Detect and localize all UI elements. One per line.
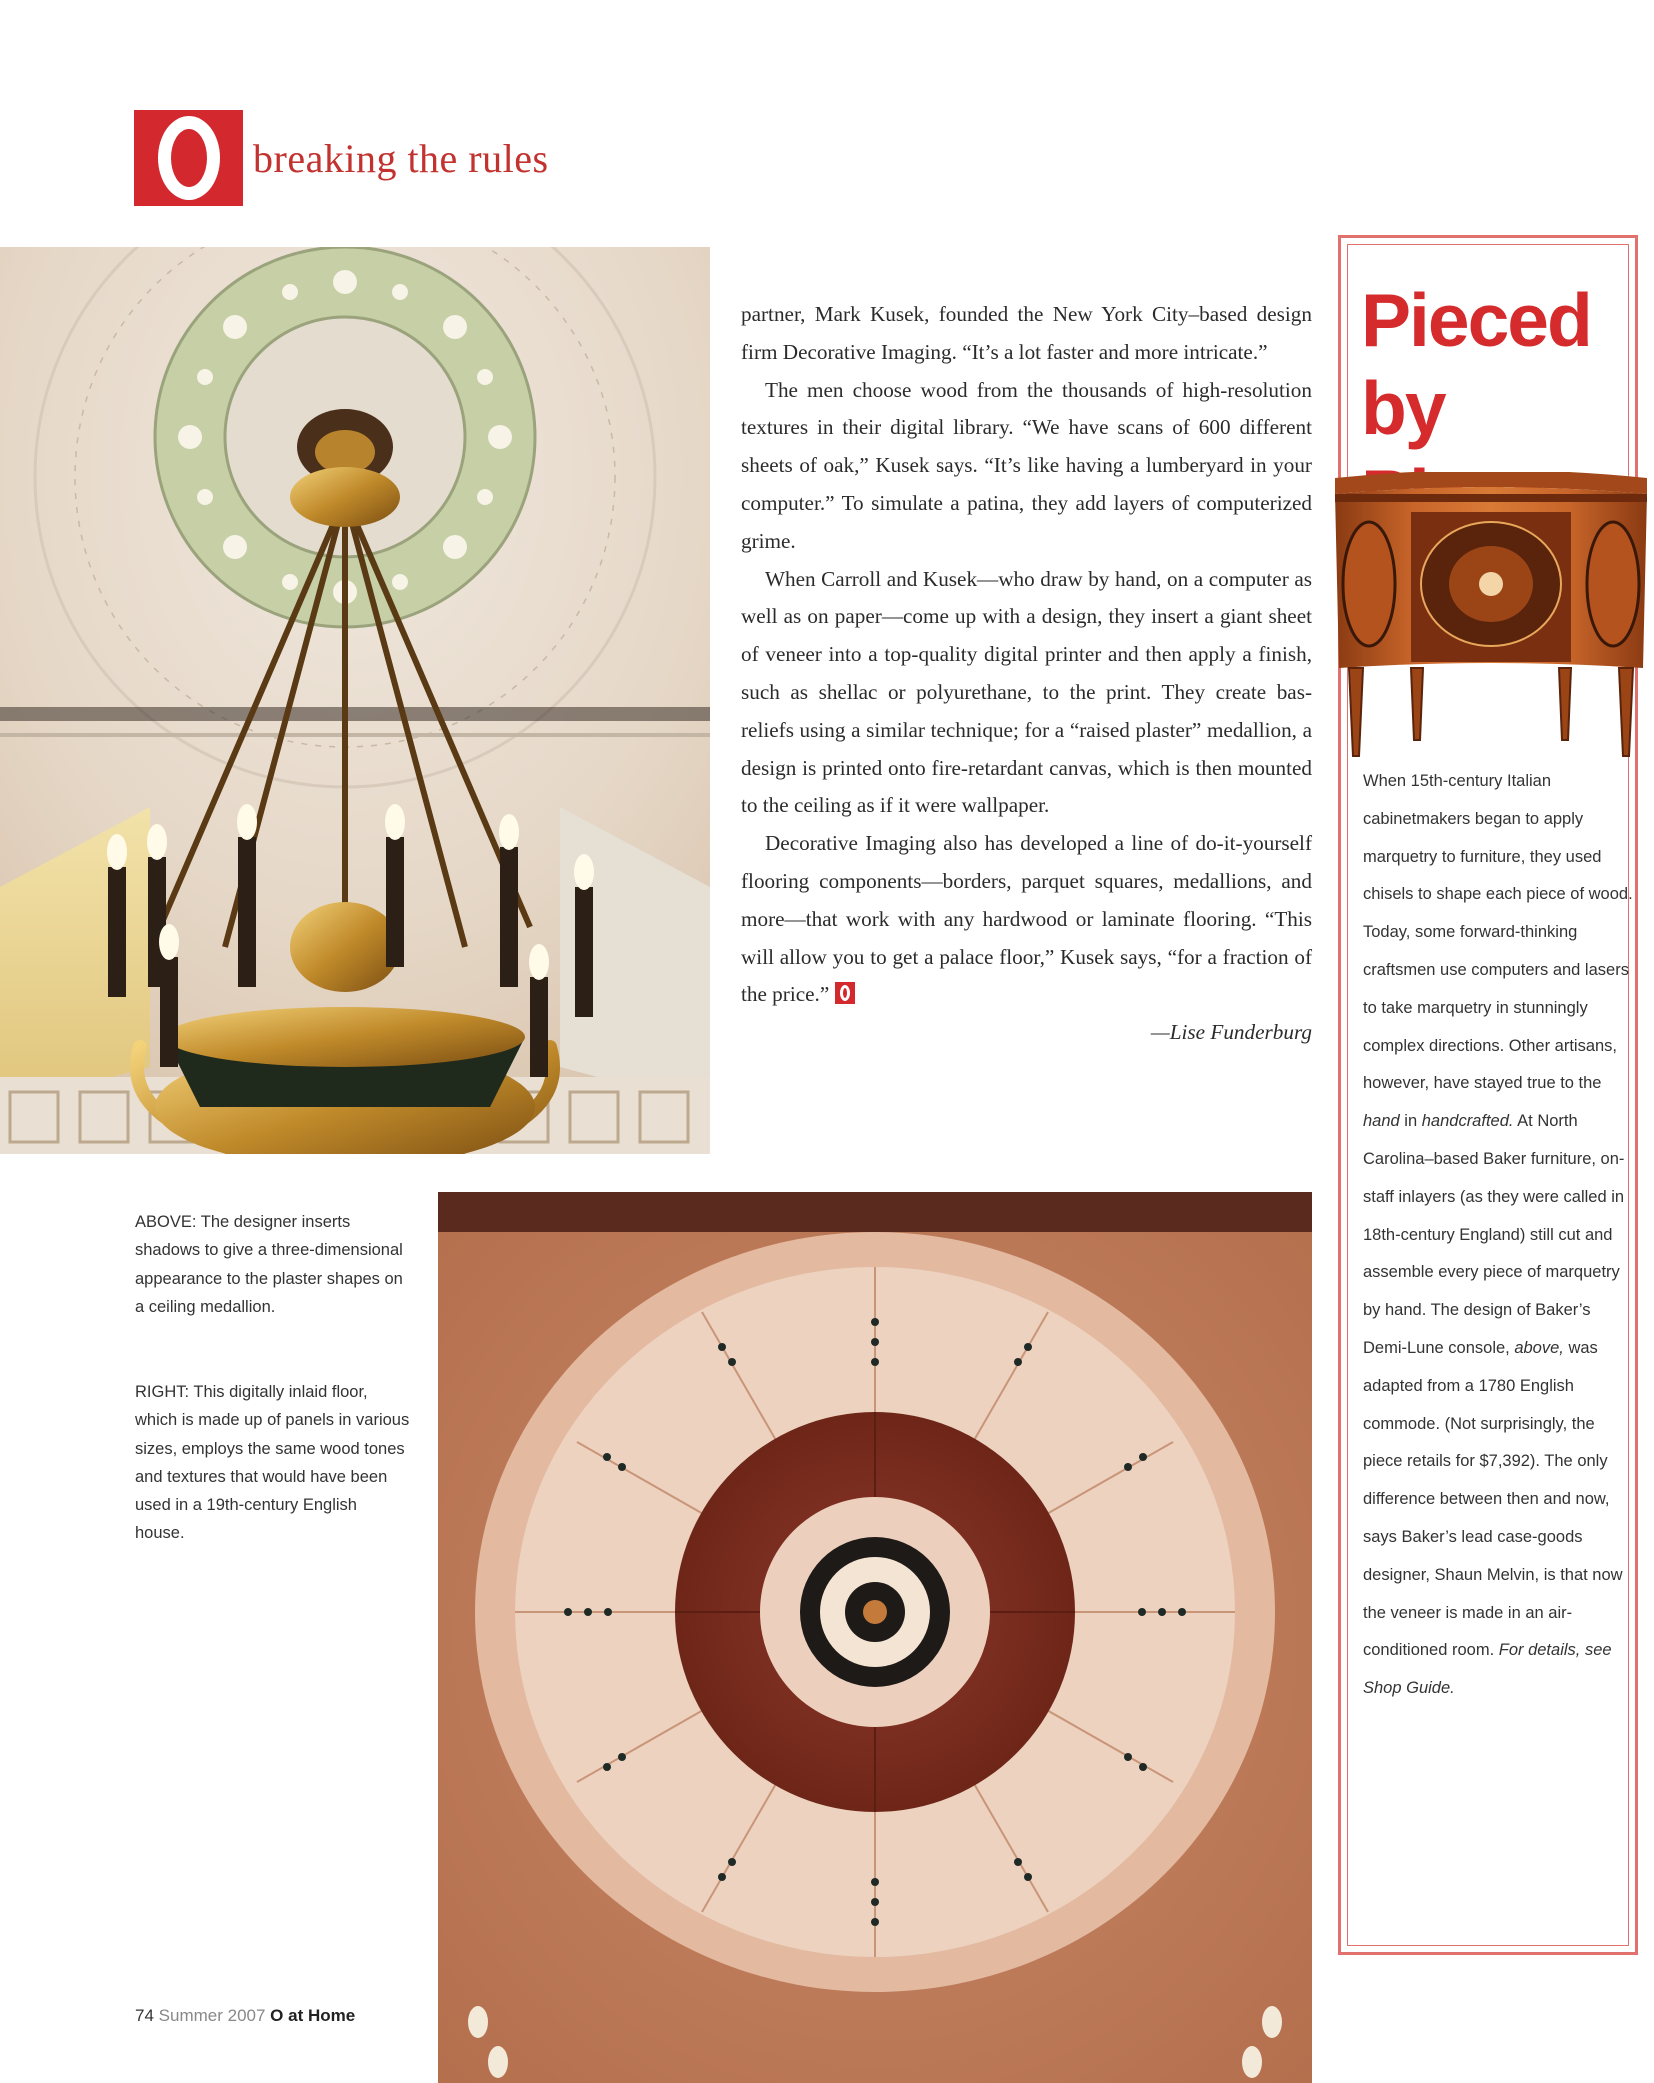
inlaid-floor-photo xyxy=(438,1192,1312,2083)
page-number: 74 xyxy=(135,2006,154,2025)
sidebar-text xyxy=(1363,763,1633,1708)
sidebar-text-em: For details, see Shop Guide. xyxy=(1363,1641,1612,1698)
demi-lune-console-photo xyxy=(1327,472,1654,762)
page-folio xyxy=(135,2006,355,2026)
caption-right xyxy=(135,1378,410,1548)
caption-above xyxy=(135,1208,410,1321)
section-title: breaking the rules xyxy=(253,135,549,181)
sidebar-text-part: in xyxy=(1399,1112,1422,1131)
o-logo-icon xyxy=(134,110,243,206)
caption-text: The designer inserts shadows to give a three-dimensional appearance to the plaster shapes on a ceiling medallion. xyxy=(135,1213,403,1316)
article-paragraph: When Carroll and Kusek—who draw by hand, on a computer as well as on paper—come up with a design, they insert a giant sheet of veneer into a top-quality digital printer and then apply a finish, such as shellac or polyurethane, to the print. They create bas-reliefs using a similar technique; for a “raised plaster” medallion, a design is printed onto fire-retardant canvas, which is then mounted to the ceiling as if it were wallpaper. xyxy=(741,566,1312,818)
sidebar-text-em: above, xyxy=(1514,1338,1564,1357)
sidebar-text-part: At North Carolina–based Baker furniture, on-staff inlayers (as they were called in 18th-century England) still cut and assemble every piece of marquetry by hand. The design of Baker’s Demi-Lune console, xyxy=(1363,1112,1625,1357)
article-body xyxy=(741,296,1312,1052)
caption-label: RIGHT: xyxy=(135,1383,190,1401)
article-paragraph: The men choose wood from the thousands of high-resolution textures in their digital library. “We have scans of 600 different sheets of oak,” Kusek says. “It’s like having a lumberyard in your computer.” To simulate a patina, they add layers of computerized grime. xyxy=(741,377,1312,553)
sidebar-text-em: hand xyxy=(1363,1112,1400,1131)
sidebar-title-line2: by xyxy=(1361,366,1445,450)
section-header xyxy=(134,110,549,206)
sidebar-text-part: was adapted from a 1780 English commode. (Not surprisingly, the piece retails for $7,392). The only difference between then and now, says Baker’s lead case-goods designer, Shaun Melvin, is that now the veneer is made in an air-conditioned room. xyxy=(1363,1338,1623,1660)
article-paragraph-text: Decorative Imaging also has developed a line of do-it-yourself flooring components—borders, parquet squares, medallions, and more—that work with any hardwood or laminate flooring. “This will allow you to get a palace floor,” Kusek says, “for a fraction of the price.” xyxy=(741,831,1312,1007)
byline: —Lise Funderburg xyxy=(1150,1020,1312,1045)
article-paragraph xyxy=(741,825,1312,1014)
issue-date: Summer 2007 xyxy=(158,2006,266,2025)
sidebar-text-part: When 15th-century Italian cabinetmakers began to apply marquetry to furniture, they used chisels to shape each piece of wood. Today, some forward-thinking craftsmen use computers and lasers to take marquetry in stunningly complex directions. Other artisans, however, have stayed true to the xyxy=(1363,772,1633,1093)
ceiling-medallion-photo xyxy=(0,247,710,1154)
magazine-name: O at Home xyxy=(270,2006,356,2025)
caption-label: ABOVE: xyxy=(135,1213,197,1231)
end-mark-icon xyxy=(835,982,855,1004)
article-paragraph: partner, Mark Kusek, founded the New York City–based design firm Decorative Imaging. “It’s a lot faster and more intricate.” xyxy=(741,302,1312,364)
caption-text: This digitally inlaid floor, which is made up of panels in various sizes, employs the same wood tones and textures that would have been used in a 19th-century English house. xyxy=(135,1383,410,1543)
sidebar-title-line1: Pieced xyxy=(1361,278,1591,362)
sidebar-text-em: handcrafted. xyxy=(1421,1112,1514,1131)
